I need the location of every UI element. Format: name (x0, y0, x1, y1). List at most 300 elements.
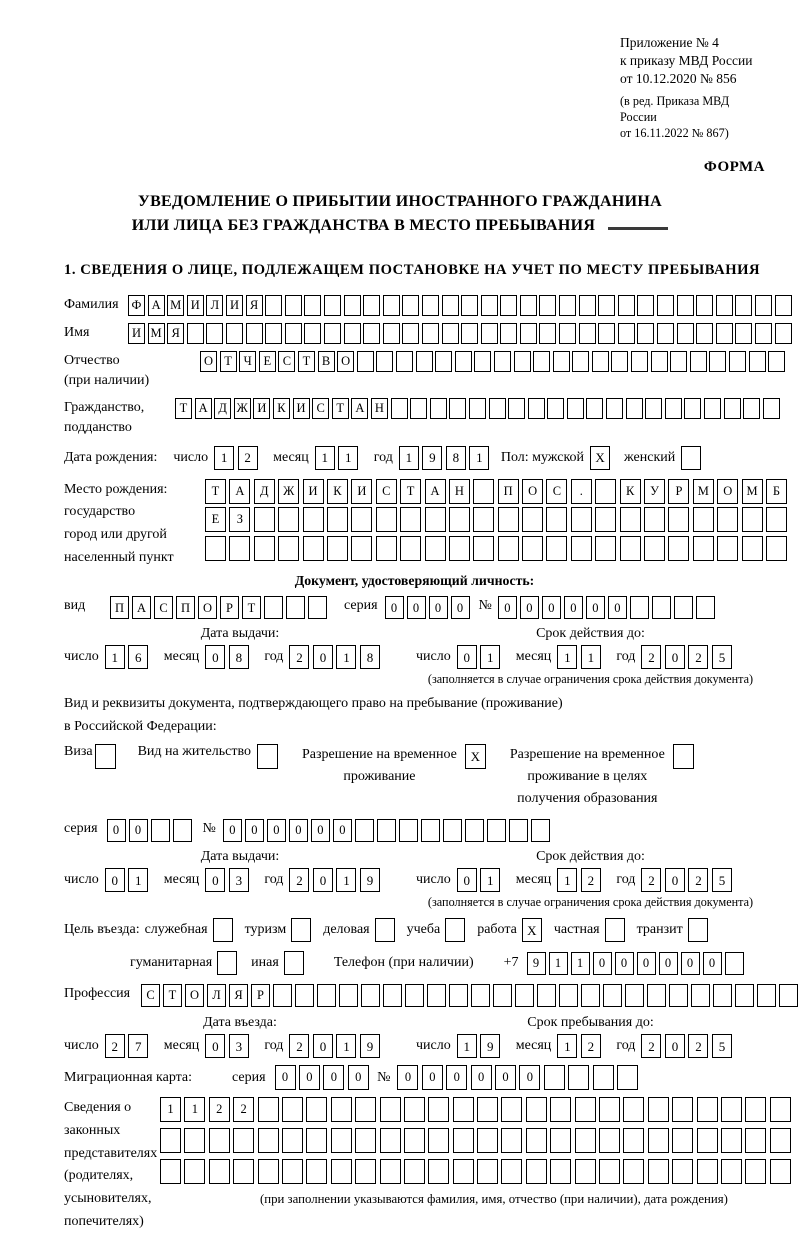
form-cell[interactable]: И (351, 479, 372, 504)
form-cell[interactable] (522, 507, 543, 532)
form-cell[interactable]: К (327, 479, 348, 504)
form-cell[interactable]: Д (254, 479, 275, 504)
form-cell[interactable] (713, 984, 732, 1007)
form-cell[interactable] (217, 951, 237, 975)
form-cell[interactable] (631, 351, 648, 372)
form-cell[interactable] (672, 1159, 693, 1184)
form-cell[interactable] (657, 323, 674, 344)
form-cell[interactable]: 0 (289, 819, 308, 842)
form-cell[interactable] (770, 1159, 791, 1184)
form-cell[interactable] (425, 536, 446, 561)
form-cell[interactable] (355, 819, 374, 842)
form-cell[interactable] (717, 507, 738, 532)
form-cell[interactable]: М (148, 323, 165, 344)
form-cell[interactable] (648, 1097, 669, 1122)
form-cell[interactable] (579, 295, 596, 316)
form-cell[interactable]: Я (229, 984, 248, 1007)
form-cell[interactable] (306, 1159, 327, 1184)
form-cell[interactable] (500, 295, 517, 316)
form-cell[interactable]: Д (214, 398, 231, 419)
form-cell[interactable]: 2 (688, 1034, 708, 1058)
form-cell[interactable]: X (590, 446, 610, 470)
form-cell[interactable] (473, 536, 494, 561)
form-cell[interactable] (648, 1128, 669, 1153)
form-cell[interactable] (677, 323, 694, 344)
form-cell[interactable] (282, 1128, 303, 1153)
form-cell[interactable] (742, 536, 763, 561)
form-cell[interactable]: 9 (422, 446, 442, 470)
form-cell[interactable]: Р (668, 479, 689, 504)
form-cell[interactable]: О (717, 479, 738, 504)
form-cell[interactable] (595, 507, 616, 532)
form-cell[interactable] (209, 1159, 230, 1184)
form-cell[interactable]: 1 (336, 645, 356, 669)
form-cell[interactable]: 0 (519, 1065, 540, 1090)
form-cell[interactable]: И (303, 479, 324, 504)
form-cell[interactable]: 2 (289, 645, 309, 669)
form-cell[interactable] (421, 819, 440, 842)
form-cell[interactable] (709, 351, 726, 372)
form-cell[interactable] (173, 819, 192, 842)
form-cell[interactable] (453, 1097, 474, 1122)
form-cell[interactable]: Ж (234, 398, 251, 419)
form-cell[interactable] (697, 1097, 718, 1122)
form-cell[interactable]: 6 (128, 645, 148, 669)
form-cell[interactable] (618, 295, 635, 316)
form-cell[interactable] (514, 351, 531, 372)
form-cell[interactable] (428, 1128, 449, 1153)
form-cell[interactable]: 0 (267, 819, 286, 842)
form-cell[interactable] (620, 507, 641, 532)
form-cell[interactable] (291, 918, 311, 942)
form-cell[interactable] (668, 507, 689, 532)
form-cell[interactable] (233, 1159, 254, 1184)
form-cell[interactable] (546, 536, 567, 561)
form-cell[interactable] (376, 536, 397, 561)
form-cell[interactable] (477, 1128, 498, 1153)
form-cell[interactable] (286, 596, 305, 619)
form-cell[interactable] (672, 1128, 693, 1153)
form-cell[interactable] (95, 744, 116, 769)
form-cell[interactable] (404, 1097, 425, 1122)
form-cell[interactable]: О (522, 479, 543, 504)
form-cell[interactable] (361, 984, 380, 1007)
form-cell[interactable] (229, 536, 250, 561)
form-cell[interactable]: Е (259, 351, 276, 372)
form-cell[interactable] (339, 984, 358, 1007)
form-cell[interactable] (674, 596, 693, 619)
form-cell[interactable] (581, 984, 600, 1007)
form-cell[interactable] (455, 351, 472, 372)
form-cell[interactable]: . (571, 479, 592, 504)
form-cell[interactable] (344, 295, 361, 316)
form-cell[interactable]: 8 (360, 645, 380, 669)
form-cell[interactable] (331, 1159, 352, 1184)
form-cell[interactable]: 3 (229, 868, 249, 892)
form-cell[interactable] (647, 984, 666, 1007)
form-cell[interactable] (559, 323, 576, 344)
form-cell[interactable]: 2 (641, 1034, 661, 1058)
form-cell[interactable]: 0 (397, 1065, 418, 1090)
form-cell[interactable] (258, 1159, 279, 1184)
form-cell[interactable] (443, 819, 462, 842)
form-cell[interactable]: 1 (557, 645, 577, 669)
form-cell[interactable]: 0 (105, 868, 125, 892)
form-cell[interactable] (357, 351, 374, 372)
form-cell[interactable]: Я (246, 295, 263, 316)
form-cell[interactable] (498, 507, 519, 532)
form-cell[interactable] (623, 1128, 644, 1153)
form-cell[interactable]: 1 (399, 446, 419, 470)
form-cell[interactable]: 1 (557, 1034, 577, 1058)
form-cell[interactable] (246, 323, 263, 344)
form-cell[interactable] (508, 398, 525, 419)
form-cell[interactable] (745, 1159, 766, 1184)
form-cell[interactable] (652, 596, 671, 619)
form-cell[interactable] (331, 1097, 352, 1122)
form-cell[interactable]: 0 (422, 1065, 443, 1090)
form-cell[interactable]: П (498, 479, 519, 504)
form-cell[interactable] (657, 295, 674, 316)
form-cell[interactable]: З (229, 507, 250, 532)
form-cell[interactable] (304, 323, 321, 344)
form-cell[interactable]: 0 (681, 952, 700, 975)
form-cell[interactable] (688, 918, 708, 942)
form-cell[interactable] (721, 1159, 742, 1184)
form-cell[interactable] (768, 351, 785, 372)
form-cell[interactable] (376, 351, 393, 372)
form-cell[interactable]: 1 (549, 952, 568, 975)
form-cell[interactable] (605, 918, 625, 942)
form-cell[interactable] (383, 295, 400, 316)
form-cell[interactable]: 0 (665, 868, 685, 892)
form-cell[interactable] (449, 398, 466, 419)
form-cell[interactable]: 2 (581, 868, 601, 892)
form-cell[interactable] (539, 323, 556, 344)
form-cell[interactable] (593, 1065, 614, 1090)
form-cell[interactable] (481, 295, 498, 316)
form-cell[interactable] (383, 323, 400, 344)
form-cell[interactable] (380, 1128, 401, 1153)
form-cell[interactable] (184, 1159, 205, 1184)
form-cell[interactable] (278, 507, 299, 532)
form-cell[interactable] (550, 1159, 571, 1184)
form-cell[interactable] (376, 507, 397, 532)
form-cell[interactable] (327, 536, 348, 561)
form-cell[interactable]: 0 (520, 596, 539, 619)
form-cell[interactable] (645, 398, 662, 419)
form-cell[interactable]: 5 (712, 1034, 732, 1058)
form-cell[interactable] (617, 1065, 638, 1090)
form-cell[interactable]: О (200, 351, 217, 372)
form-cell[interactable] (380, 1097, 401, 1122)
form-cell[interactable] (637, 295, 654, 316)
form-cell[interactable] (735, 323, 752, 344)
form-cell[interactable] (465, 819, 484, 842)
form-cell[interactable] (586, 398, 603, 419)
form-cell[interactable] (537, 984, 556, 1007)
form-cell[interactable] (716, 323, 733, 344)
form-cell[interactable] (324, 295, 341, 316)
form-cell[interactable] (721, 1097, 742, 1122)
form-cell[interactable]: О (185, 984, 204, 1007)
form-cell[interactable] (599, 1128, 620, 1153)
form-cell[interactable] (477, 1097, 498, 1122)
form-cell[interactable] (533, 351, 550, 372)
form-cell[interactable] (306, 1097, 327, 1122)
form-cell[interactable] (716, 295, 733, 316)
form-cell[interactable] (303, 507, 324, 532)
form-cell[interactable] (425, 507, 446, 532)
form-cell[interactable] (327, 507, 348, 532)
form-cell[interactable]: С (546, 479, 567, 504)
form-cell[interactable] (704, 398, 721, 419)
form-cell[interactable] (282, 1159, 303, 1184)
form-cell[interactable]: К (273, 398, 290, 419)
form-cell[interactable] (531, 819, 550, 842)
form-cell[interactable] (427, 984, 446, 1007)
form-cell[interactable]: 0 (323, 1065, 344, 1090)
form-cell[interactable] (402, 295, 419, 316)
form-cell[interactable] (404, 1159, 425, 1184)
form-cell[interactable] (304, 295, 321, 316)
form-cell[interactable] (233, 1128, 254, 1153)
form-cell[interactable]: 9 (360, 1034, 380, 1058)
form-cell[interactable]: 1 (105, 645, 125, 669)
form-cell[interactable] (673, 744, 694, 769)
form-cell[interactable]: 0 (665, 1034, 685, 1058)
form-cell[interactable]: 9 (360, 868, 380, 892)
form-cell[interactable] (749, 351, 766, 372)
form-cell[interactable] (770, 1097, 791, 1122)
form-cell[interactable] (526, 1128, 547, 1153)
form-cell[interactable] (579, 323, 596, 344)
form-cell[interactable]: 0 (348, 1065, 369, 1090)
form-cell[interactable]: 2 (688, 868, 708, 892)
form-cell[interactable]: О (337, 351, 354, 372)
form-cell[interactable]: 2 (641, 868, 661, 892)
form-cell[interactable] (775, 323, 792, 344)
form-cell[interactable] (391, 398, 408, 419)
form-cell[interactable]: С (312, 398, 329, 419)
form-cell[interactable]: А (195, 398, 212, 419)
form-cell[interactable]: 0 (205, 645, 225, 669)
form-cell[interactable] (696, 596, 715, 619)
form-cell[interactable] (539, 295, 556, 316)
form-cell[interactable] (651, 351, 668, 372)
form-cell[interactable] (568, 1065, 589, 1090)
form-cell[interactable] (735, 984, 754, 1007)
form-cell[interactable]: 0 (608, 596, 627, 619)
form-cell[interactable]: 2 (581, 1034, 601, 1058)
form-cell[interactable] (453, 1159, 474, 1184)
form-cell[interactable] (526, 1159, 547, 1184)
form-cell[interactable] (696, 295, 713, 316)
form-cell[interactable]: 1 (338, 446, 358, 470)
form-cell[interactable]: 0 (665, 645, 685, 669)
form-cell[interactable] (501, 1097, 522, 1122)
form-cell[interactable]: 0 (471, 1065, 492, 1090)
form-cell[interactable]: 0 (637, 952, 656, 975)
form-cell[interactable] (755, 295, 772, 316)
form-cell[interactable] (206, 323, 223, 344)
form-cell[interactable] (258, 1097, 279, 1122)
form-cell[interactable] (755, 323, 772, 344)
form-cell[interactable] (445, 918, 465, 942)
form-cell[interactable]: С (154, 596, 173, 619)
form-cell[interactable] (435, 351, 452, 372)
form-cell[interactable]: О (198, 596, 217, 619)
form-cell[interactable]: 0 (205, 1034, 225, 1058)
form-cell[interactable] (696, 323, 713, 344)
form-cell[interactable] (520, 323, 537, 344)
form-cell[interactable] (383, 984, 402, 1007)
form-cell[interactable] (355, 1097, 376, 1122)
form-cell[interactable] (344, 323, 361, 344)
form-cell[interactable] (743, 398, 760, 419)
form-cell[interactable]: 1 (128, 868, 148, 892)
form-cell[interactable] (493, 984, 512, 1007)
form-cell[interactable]: М (742, 479, 763, 504)
form-cell[interactable]: X (522, 918, 542, 942)
form-cell[interactable]: 0 (495, 1065, 516, 1090)
form-cell[interactable]: 7 (128, 1034, 148, 1058)
form-cell[interactable] (258, 1128, 279, 1153)
form-cell[interactable]: У (644, 479, 665, 504)
form-cell[interactable] (630, 596, 649, 619)
form-cell[interactable] (745, 1097, 766, 1122)
form-cell[interactable]: 1 (214, 446, 234, 470)
form-cell[interactable] (282, 1097, 303, 1122)
form-cell[interactable]: 1 (469, 446, 489, 470)
form-cell[interactable] (515, 984, 534, 1007)
form-cell[interactable] (690, 351, 707, 372)
form-cell[interactable] (553, 351, 570, 372)
form-cell[interactable] (442, 295, 459, 316)
form-cell[interactable]: 0 (615, 952, 634, 975)
form-cell[interactable] (205, 536, 226, 561)
form-cell[interactable]: 0 (564, 596, 583, 619)
form-cell[interactable]: К (620, 479, 641, 504)
form-cell[interactable] (599, 1097, 620, 1122)
form-cell[interactable] (422, 323, 439, 344)
form-cell[interactable]: 2 (688, 645, 708, 669)
form-cell[interactable] (697, 1159, 718, 1184)
form-cell[interactable] (684, 398, 701, 419)
form-cell[interactable] (396, 351, 413, 372)
form-cell[interactable]: 1 (480, 868, 500, 892)
form-cell[interactable] (670, 351, 687, 372)
form-cell[interactable]: 1 (480, 645, 500, 669)
form-cell[interactable] (449, 984, 468, 1007)
form-cell[interactable]: А (229, 479, 250, 504)
form-cell[interactable] (410, 398, 427, 419)
form-cell[interactable]: 1 (336, 1034, 356, 1058)
form-cell[interactable]: 0 (311, 819, 330, 842)
form-cell[interactable] (669, 984, 688, 1007)
form-cell[interactable] (595, 479, 616, 504)
form-cell[interactable]: 0 (333, 819, 352, 842)
form-cell[interactable] (522, 536, 543, 561)
form-cell[interactable] (160, 1128, 181, 1153)
form-cell[interactable] (494, 351, 511, 372)
form-cell[interactable]: 8 (446, 446, 466, 470)
form-cell[interactable] (461, 295, 478, 316)
form-cell[interactable] (567, 398, 584, 419)
form-cell[interactable] (546, 507, 567, 532)
form-cell[interactable]: 0 (703, 952, 722, 975)
form-cell[interactable] (742, 507, 763, 532)
form-cell[interactable] (284, 951, 304, 975)
form-cell[interactable]: М (693, 479, 714, 504)
form-cell[interactable] (550, 1097, 571, 1122)
form-cell[interactable]: 0 (593, 952, 612, 975)
form-cell[interactable]: Т (220, 351, 237, 372)
form-cell[interactable] (474, 351, 491, 372)
form-cell[interactable]: Т (400, 479, 421, 504)
form-cell[interactable] (693, 536, 714, 561)
form-cell[interactable] (526, 1097, 547, 1122)
form-cell[interactable] (547, 398, 564, 419)
form-cell[interactable]: И (293, 398, 310, 419)
form-cell[interactable] (377, 819, 396, 842)
form-cell[interactable] (691, 984, 710, 1007)
form-cell[interactable] (637, 323, 654, 344)
form-cell[interactable] (520, 295, 537, 316)
form-cell[interactable]: Я (167, 323, 184, 344)
form-cell[interactable]: Ж (278, 479, 299, 504)
form-cell[interactable] (668, 536, 689, 561)
form-cell[interactable]: 2 (209, 1097, 230, 1122)
form-cell[interactable] (473, 507, 494, 532)
form-cell[interactable] (449, 536, 470, 561)
form-cell[interactable] (717, 536, 738, 561)
form-cell[interactable] (500, 323, 517, 344)
form-cell[interactable]: 2 (641, 645, 661, 669)
form-cell[interactable] (681, 446, 701, 470)
form-cell[interactable]: 9 (480, 1034, 500, 1058)
form-cell[interactable] (295, 984, 314, 1007)
form-cell[interactable]: И (187, 295, 204, 316)
form-cell[interactable] (550, 1128, 571, 1153)
form-cell[interactable]: П (176, 596, 195, 619)
form-cell[interactable]: Б (766, 479, 787, 504)
form-cell[interactable]: П (110, 596, 129, 619)
form-cell[interactable] (599, 1159, 620, 1184)
form-cell[interactable] (402, 323, 419, 344)
form-cell[interactable]: Ч (239, 351, 256, 372)
form-cell[interactable]: 0 (313, 868, 333, 892)
form-cell[interactable]: 0 (457, 868, 477, 892)
form-cell[interactable] (226, 323, 243, 344)
form-cell[interactable] (404, 1128, 425, 1153)
form-cell[interactable] (273, 984, 292, 1007)
form-cell[interactable] (306, 1128, 327, 1153)
form-cell[interactable] (405, 984, 424, 1007)
form-cell[interactable]: 0 (129, 819, 148, 842)
form-cell[interactable] (265, 295, 282, 316)
form-cell[interactable] (724, 398, 741, 419)
form-cell[interactable]: Л (206, 295, 223, 316)
form-cell[interactable] (766, 536, 787, 561)
form-cell[interactable] (489, 398, 506, 419)
form-cell[interactable] (453, 1128, 474, 1153)
form-cell[interactable]: 0 (542, 596, 561, 619)
form-cell[interactable] (399, 819, 418, 842)
form-cell[interactable] (442, 323, 459, 344)
form-cell[interactable] (757, 984, 776, 1007)
form-cell[interactable] (422, 295, 439, 316)
